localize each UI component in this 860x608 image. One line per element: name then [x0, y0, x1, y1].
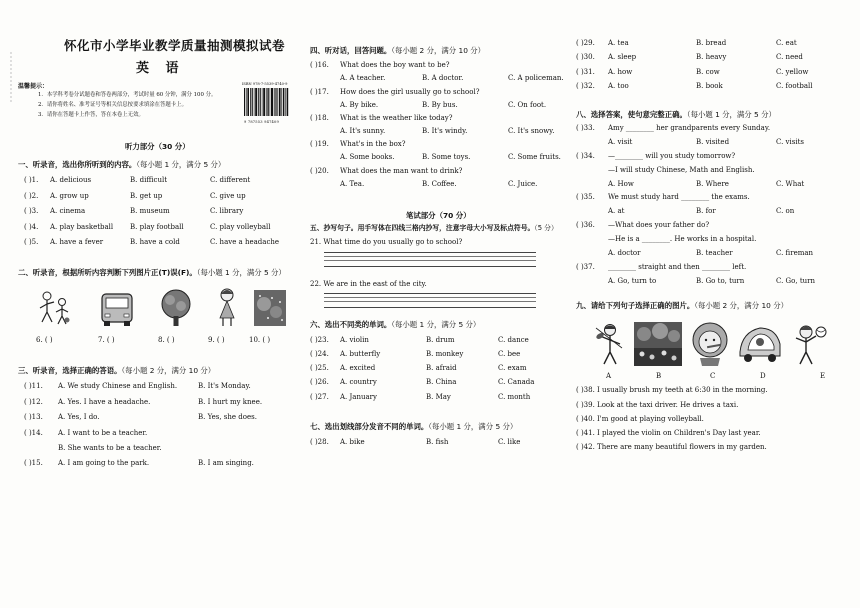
q5-option-c: C. have a headache — [210, 238, 280, 246]
q36-option-c: C. fireman — [776, 249, 814, 257]
q35-option-b: B. for — [696, 207, 716, 215]
q26-option-b: B. China — [426, 378, 457, 386]
q23-option-a: A. violin — [340, 336, 369, 344]
part8-heading: 八、选择答案，使句意完整正确。（每小题 1 分，满分 5 分） — [576, 110, 776, 119]
notice-title: 温馨提示： — [18, 83, 49, 90]
q19-option-a: A. Some books. — [340, 153, 395, 161]
q27-number: ( )27. — [310, 393, 329, 401]
picture-10-snowy-scene — [254, 290, 286, 326]
q35-question: We must study hard ________ the exams. — [608, 193, 750, 201]
q19-option-c: C. Some fruits. — [508, 153, 561, 161]
q27-option-a: A. January — [340, 393, 377, 401]
q19-option-b: B. Some toys. — [422, 153, 471, 161]
part2-heading: 二、听录音，根据所听内容判断下列图片正(T)误(F)。（每小题 1 分，满分 5 分） — [18, 268, 286, 277]
part5-heading: 五、抄写句子。用手写体在四线三格内抄写，注意字母大小写及标点符号。（5 分） — [310, 224, 558, 232]
q30-option-c: C. need — [776, 53, 803, 61]
q20-option-c: C. Juice. — [508, 180, 538, 188]
q28-number: ( )28. — [310, 438, 329, 446]
q31-option-a: A. how — [608, 68, 633, 76]
q24-option-a: A. butterfly — [340, 350, 381, 358]
q32-option-c: C. football — [776, 82, 813, 90]
picture-7-bus — [98, 288, 138, 328]
picture-label-a: A — [606, 372, 612, 380]
picture-label-8: 8. ( ) — [158, 336, 175, 344]
q34-option-c: C. What — [776, 180, 805, 188]
q32-option-b: B. book — [696, 82, 723, 90]
q30-option-a: A. sleep — [608, 53, 637, 61]
part7-heading: 七、选出划线部分发音不同的单词。（每小题 1 分，满分 5 分） — [310, 422, 518, 431]
q34-option-b: B. Where — [696, 180, 729, 188]
q36-option-b: B. teacher — [696, 249, 733, 257]
q19-question: What's in the box? — [340, 140, 406, 148]
listening-title: 听力部分（30 分） — [125, 142, 190, 151]
q19-number: ( )19. — [310, 140, 329, 148]
q24-option-b: B. monkey — [426, 350, 464, 358]
q37-number: ( )37. — [576, 263, 595, 271]
binding-margin — [8, 52, 14, 103]
q39-sentence: ( )39. Look at the taxi driver. He drives a taxi. — [576, 401, 739, 409]
q29-option-b: B. bread — [696, 39, 727, 47]
barcode-icon — [244, 88, 290, 120]
q3-option-c: C. library — [210, 207, 244, 215]
q28-option-b: B. fish — [426, 438, 449, 446]
q42-sentence: ( )42. There are many beautiful flowers in my garden. — [576, 443, 767, 451]
q1-option-c: C. different — [210, 176, 251, 184]
q26-number: ( )26. — [310, 378, 329, 386]
q23-option-c: C. dance — [498, 336, 529, 344]
written-title: 笔试部分（70 分） — [406, 211, 471, 220]
part4-heading: 四、听对话，回答问题。（每小题 2 分，满分 10 分） — [310, 46, 486, 55]
q29-number: ( )29. — [576, 39, 595, 47]
picture-label-7: 7. ( ) — [98, 336, 115, 344]
q37-option-b: B. Go to, turn — [696, 277, 745, 285]
q4-number: ( )4. — [24, 223, 39, 231]
part3-heading: 三、听录音，选择正确的答语。（每小题 2 分，满分 10 分） — [18, 366, 216, 375]
q33-option-c: C. visits — [776, 138, 804, 146]
q38-sentence: ( )38. I usually brush my teeth at 6:30 in the morning. — [576, 386, 768, 394]
q25-option-a: A. excited — [340, 364, 376, 372]
q23-option-b: B. drum — [426, 336, 455, 344]
picture-9-girl — [212, 286, 242, 328]
q1-number: ( )1. — [24, 176, 39, 184]
q30-option-b: B. heavy — [696, 53, 727, 61]
part6-heading: 六、选出不同类的单词。（每小题 1 分，满分 5 分） — [310, 320, 481, 329]
q20-question: What does the man want to drink? — [340, 167, 463, 175]
q32-number: ( )32. — [576, 82, 595, 90]
q5-option-b: B. have a cold — [130, 238, 180, 246]
q33-option-b: B. visited — [696, 138, 730, 146]
q33-question: Amy ________ her grandparents every Sunday. — [608, 124, 771, 132]
q17-number: ( )17. — [310, 88, 329, 96]
q12-option-a: A. Yes. I have a headache. — [58, 398, 151, 406]
q11-option-b: B. It's Monday. — [198, 382, 251, 390]
notice-item-1: 1．本学科考卷分试题卷和答卷两部分，考试时量 60 分钟，满分 100 分。 — [38, 92, 217, 98]
q16-option-c: C. A policeman. — [508, 74, 564, 82]
q36-number: ( )36. — [576, 221, 595, 229]
q33-option-a: A. visit — [608, 138, 633, 146]
q25-option-b: B. afraid — [426, 364, 457, 372]
picture-label-e: E — [820, 372, 826, 380]
q4-option-b: B. play football — [130, 223, 184, 231]
q2-option-c: C. give up — [210, 192, 246, 200]
q2-number: ( )2. — [24, 192, 39, 200]
q24-number: ( )24. — [310, 350, 329, 358]
q2-option-b: B. get up — [130, 192, 163, 200]
q16-question: What does the boy want to be? — [340, 61, 450, 69]
q14-option-a: A. I want to be a teacher. — [58, 429, 148, 437]
q23-number: ( )23. — [310, 336, 329, 344]
q27-option-b: B. May — [426, 393, 451, 401]
q37-option-c: C. Go, turn — [776, 277, 815, 285]
q3-number: ( )3. — [24, 207, 39, 215]
exam-title: 怀化市小学毕业教学质量抽测模拟试卷 — [64, 38, 286, 53]
q41-sentence: ( )41. I played the violin on Children's Day last year. — [576, 429, 761, 437]
copy-sentence-22: 22. We are in the east of the city. — [310, 280, 427, 288]
binding-dots — [8, 52, 14, 102]
q26-option-c: C. Canada — [498, 378, 535, 386]
q35-option-a: A. at — [608, 207, 625, 215]
picture-label-b: B — [656, 372, 662, 380]
part1-heading: 一、听录音，选出你所听到的内容。（每小题 1 分，满分 5 分） — [18, 160, 226, 169]
q17-option-a: A. By bike. — [340, 101, 379, 109]
q37-option-a: A. Go, turn to — [608, 277, 657, 285]
q27-option-c: C. month — [498, 393, 531, 401]
picture-c-girl-brushing-teeth — [690, 320, 730, 366]
copy-sentence-21: 21. What time do you usually go to school? — [310, 238, 463, 246]
picture-d-taxi-driver — [736, 322, 782, 364]
q18-number: ( )18. — [310, 114, 329, 122]
q17-option-c: C. On foot. — [508, 101, 547, 109]
q13-number: ( )13. — [24, 413, 43, 421]
picture-label-10: 10. ( ) — [249, 336, 271, 344]
q29-option-c: C. eat — [776, 39, 797, 47]
q28-option-a: A. bike — [340, 438, 365, 446]
q15-option-a: A. I am going to the park. — [58, 459, 150, 467]
q5-number: ( )5. — [24, 238, 39, 246]
q30-number: ( )30. — [576, 53, 595, 61]
q12-number: ( )12. — [24, 398, 43, 406]
q37-question: ________ straight and then ________ left. — [608, 263, 747, 271]
q3-option-b: B. museum — [130, 207, 170, 215]
q40-sentence: ( )40. I'm good at playing volleyball. — [576, 415, 704, 423]
q26-option-a: A. country — [340, 378, 377, 386]
q16-option-a: A. A teacher. — [340, 74, 386, 82]
q28-option-c: C. like — [498, 438, 521, 446]
q16-option-b: B. A doctor. — [422, 74, 464, 82]
barcode-number: 9 787553 947409 — [244, 120, 280, 124]
q14-number: ( )14. — [24, 429, 43, 437]
q31-option-c: C. yellow — [776, 68, 809, 76]
q20-option-b: B. Coffee. — [422, 180, 457, 188]
q36-option-a: A. doctor — [608, 249, 641, 257]
q11-number: ( )11. — [24, 382, 43, 390]
q25-number: ( )25. — [310, 364, 329, 372]
q14-option-b: B. She wants to be a teacher. — [58, 444, 162, 452]
q13-option-b: B. Yes, she does. — [198, 413, 257, 421]
q3-option-a: A. cinema — [50, 207, 86, 215]
picture-a-violin-player — [592, 322, 628, 366]
picture-label-6: 6. ( ) — [36, 336, 53, 344]
q34-number: ( )34. — [576, 152, 595, 160]
q25-option-c: C. exam — [498, 364, 527, 372]
q34-question: —________ will you study tomorrow? — [608, 152, 736, 160]
q24-option-c: C. bee — [498, 350, 521, 358]
q31-option-b: B. cow — [696, 68, 720, 76]
q33-number: ( )33. — [576, 124, 595, 132]
picture-label-d: D — [760, 372, 766, 380]
q20-option-a: A. Tea. — [340, 180, 365, 188]
q34-option-a: A. How — [608, 180, 634, 188]
picture-6-kids-playing — [36, 288, 72, 328]
q11-option-a: A. We study Chinese and English. — [58, 382, 178, 390]
exam-subject: 英 语 — [136, 61, 185, 76]
isbn-text: ISBN 978-7-5539-4740-9 — [242, 82, 288, 86]
q34-answer-line: —I will study Chinese, Math and English. — [608, 166, 755, 174]
q35-option-c: C. on — [776, 207, 795, 215]
part9-heading: 九、请给下列句子选择正确的图片。（每小题 2 分，满分 10 分） — [576, 301, 788, 310]
q29-option-a: A. tea — [608, 39, 629, 47]
q4-option-a: A. play basketball — [50, 223, 114, 231]
q2-option-a: A. grow up — [50, 192, 89, 200]
q4-option-c: C. play volleyball — [210, 223, 271, 231]
q18-option-c: C. It's snowy. — [508, 127, 555, 135]
notice-item-2: 2．请你将姓名、准考证号等相关信息按要求填涂在答题卡上。 — [38, 102, 187, 108]
q35-number: ( )35. — [576, 193, 595, 201]
picture-e-volleyball-player — [790, 322, 828, 366]
picture-label-c: C — [710, 372, 716, 380]
picture-label-9: 9. ( ) — [208, 336, 225, 344]
q31-number: ( )31. — [576, 68, 595, 76]
q36-question: —What does your father do? — [608, 221, 710, 229]
picture-b-garden-flowers — [634, 322, 682, 366]
q18-option-a: A. It's sunny. — [340, 127, 386, 135]
q16-number: ( )16. — [310, 61, 329, 69]
notice-item-3: 3．请你在答题卡上作答，答在本卷上无效。 — [38, 112, 144, 118]
picture-8-tree — [158, 288, 194, 328]
q17-question: How does the girl usually go to school? — [340, 88, 480, 96]
q20-number: ( )20. — [310, 167, 329, 175]
q36-answer-line: —He is a ________. He works in a hospital. — [608, 235, 757, 243]
q13-option-a: A. Yes, I do. — [58, 413, 100, 421]
writing-lines-21[interactable] — [324, 252, 536, 267]
writing-lines-22[interactable] — [324, 293, 536, 308]
q32-option-a: A. too — [608, 82, 629, 90]
q12-option-b: B. I hurt my knee. — [198, 398, 263, 406]
q1-option-a: A. delicious — [50, 176, 92, 184]
q17-option-b: B. By bus. — [422, 101, 458, 109]
q18-question: What is the weather like today? — [340, 114, 453, 122]
q15-number: ( )15. — [24, 459, 43, 467]
q18-option-b: B. It's windy. — [422, 127, 468, 135]
q5-option-a: A. have a fever — [50, 238, 104, 246]
q15-option-b: B. I am singing. — [198, 459, 254, 467]
q1-option-b: B. difficult — [130, 176, 168, 184]
